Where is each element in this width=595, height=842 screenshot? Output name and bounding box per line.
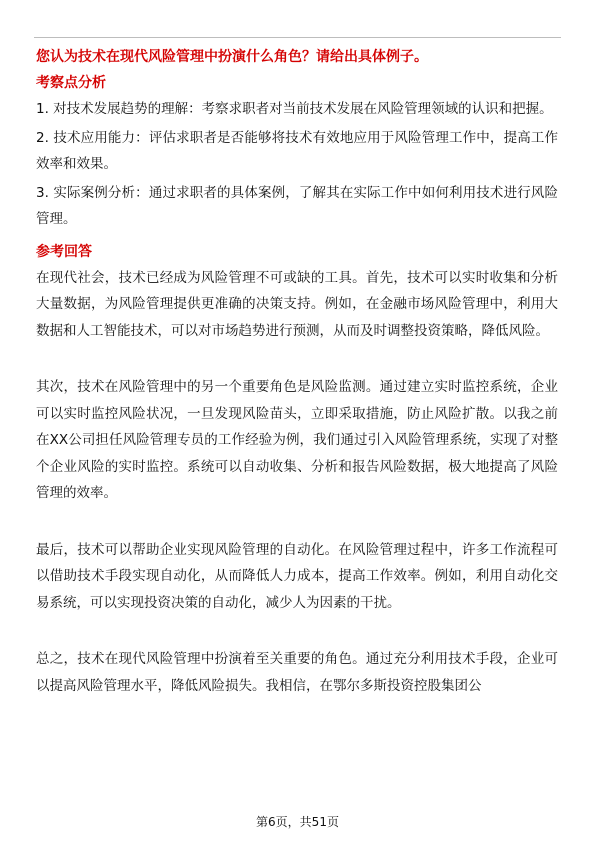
answer-paragraph: 最后，技术可以帮助企业实现风险管理的自动化。在风险管理过程中，许多工作流程可以借助技术手段实现自动化，从而降低人力成本，提高工作效率。例如，利用自动化交易系统，可以实现投资决策的自动化，减少人为因素的干扰。 [36,541,558,611]
answer-paragraph: 总之，技术在现代风险管理中扮演着至关重要的角色。通过充分利用技术手段，企业可以提高风险管理水平，降低风险损失。我相信，在鄂尔多斯投资控股集团公 [36,651,558,694]
paragraph-spacer [36,344,558,374]
analysis-item: 1. 对技术发展趋势的理解：考察求职者对当前技术发展在风险管理领域的认识和把握。 [36,101,553,117]
question-title: 您认为技术在现代风险管理中扮演什么角色？请给出具体例子。 [36,49,428,65]
analysis-section [36,72,558,233]
paragraph-spacer [36,507,558,537]
page-number: 第6页，共51页 [256,815,339,829]
answer-section [36,241,558,700]
analysis-item: 3. 实际案例分析：通过求职者的具体案例，了解其在实际工作中如何利用技术进行风险管理。 [36,184,558,227]
document-body [36,46,558,699]
answer-heading: 参考回答 [36,243,92,260]
answer-paragraph: 在现代社会，技术已经成为风险管理不可或缺的工具。首先，技术可以实时收集和分析大量数据，为风险管理提供更准确的决策支持。例如，在金融市场风险管理中，利用大数据和人工智能技术，可以对市场趋势进行预测，从而及时调整投资策略，降低风险。 [36,269,558,339]
analysis-heading: 考察点分析 [36,75,106,91]
header-divider [34,37,561,38]
paragraph-spacer [36,616,558,646]
answer-paragraph: 其次，技术在风险管理中的另一个重要角色是风险监测。通过建立实时监控系统，企业可以实时监控风险状况，一旦发现风险苗头，立即采取措施，防止风险扩散。以我之前在XX公司担任风险管理专员的工作经验为例，我们通过引入风险管理系统，实现了对整个企业风险的实时监控。系统可以自动收集、分析和报告风险数据，极大地提高了风险管理的效率。 [36,379,558,501]
analysis-item: 2. 技术应用能力：评估求职者是否能够将技术有效地应用于风险管理工作中，提高工作效率和效果。 [36,129,558,172]
